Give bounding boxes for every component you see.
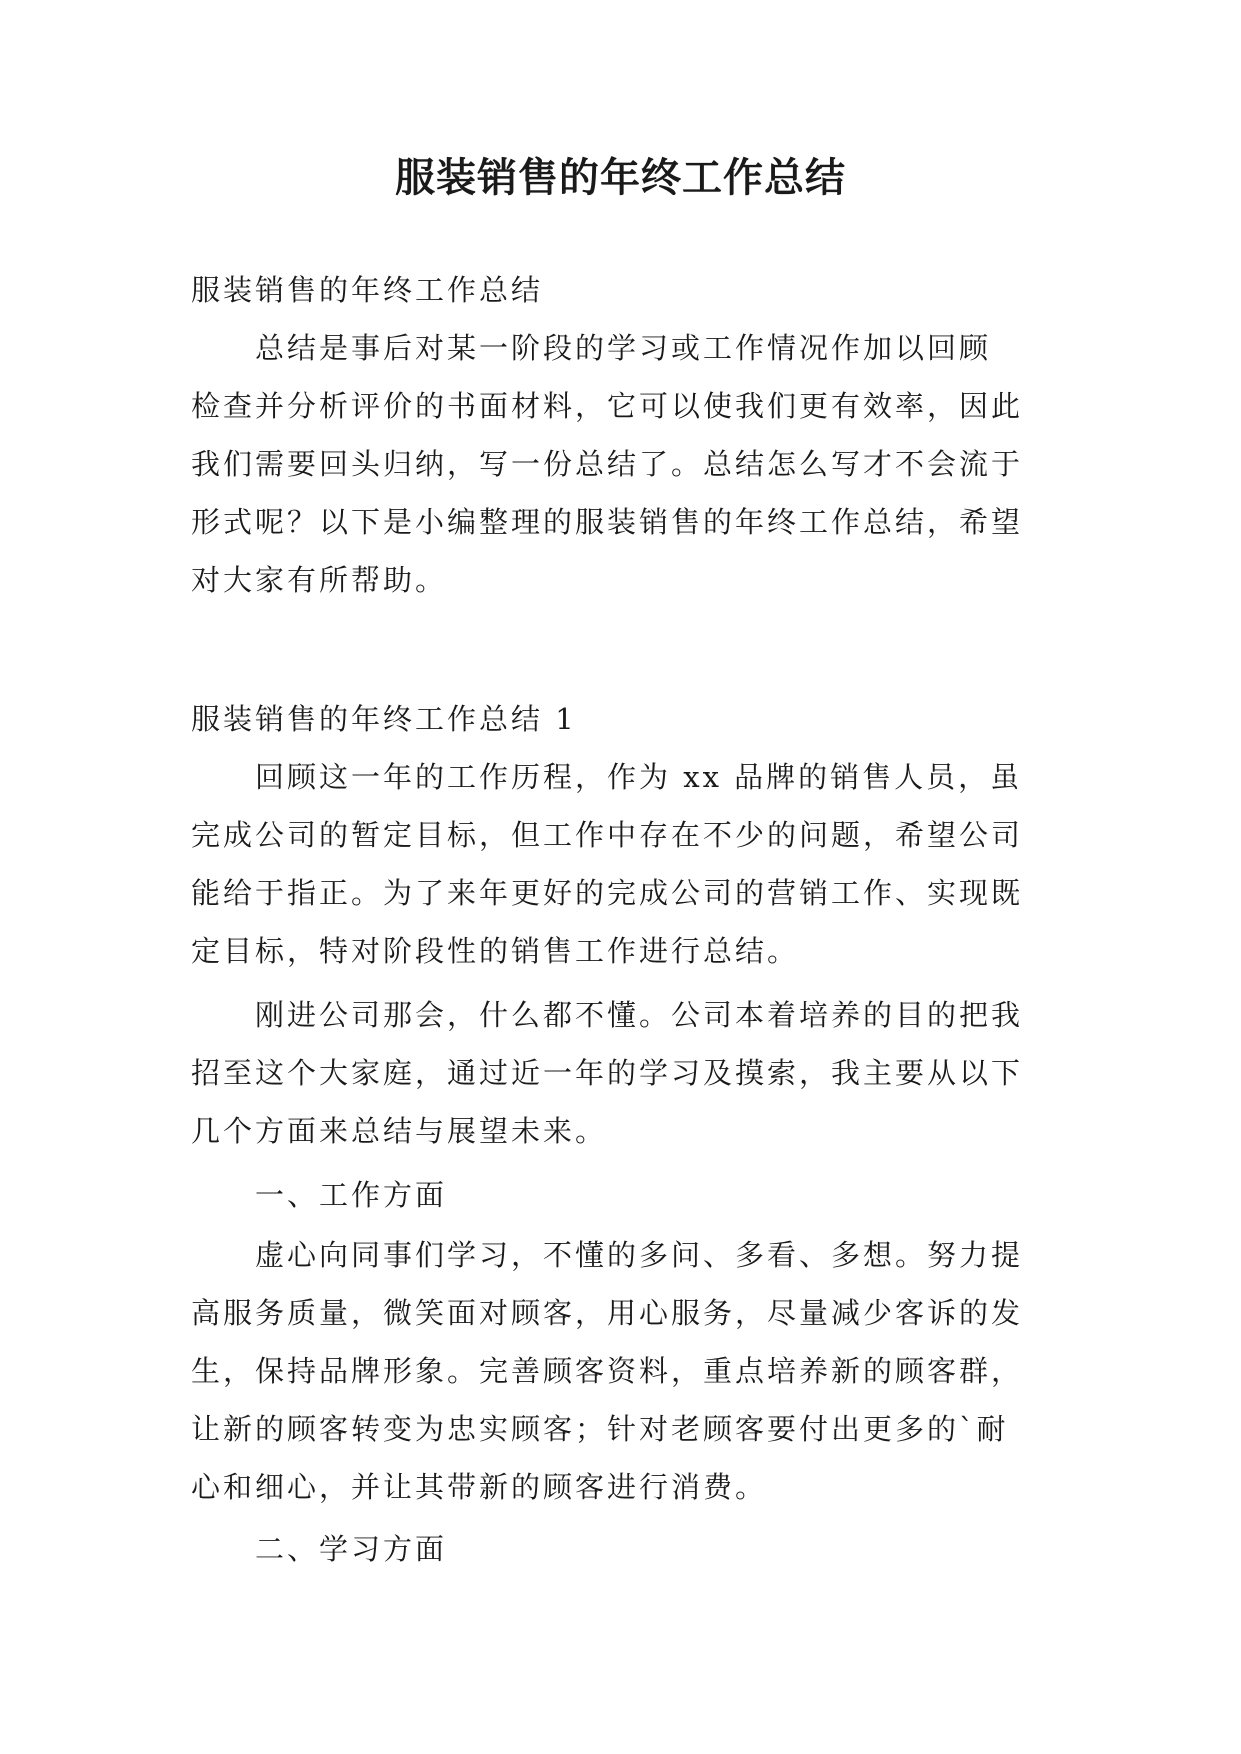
paragraph-line: 完成公司的暂定目标，但工作中存在不少的问题，希望公司: [191, 818, 1024, 852]
paragraph-line: 心和细心，并让其带新的顾客进行消费。: [191, 1470, 768, 1504]
section-heading: [191, 690, 1051, 748]
intro-paragraph: [191, 319, 1051, 609]
paragraph-line: 总结是事后对某一阶段的学习或工作情况作加以回顾: [255, 331, 992, 365]
document-title: 服装销售的年终工作总结: [395, 154, 846, 201]
paragraph-line: 招至这个大家庭，通过近一年的学习及摸索，我主要从以下: [191, 1056, 1024, 1090]
paragraph-line: 刚进公司那会，什么都不懂。公司本着培养的目的把我: [255, 998, 1024, 1032]
paragraph-line: 检查并分析评价的书面材料，它可以使我们更有效率，因此: [191, 389, 1024, 423]
subtitle-line: 服装销售的年终工作总结: [191, 273, 544, 307]
paragraph-review: [191, 748, 1051, 980]
paragraph-line: 对大家有所帮助。: [191, 563, 448, 597]
paragraph-work: [191, 1226, 1051, 1516]
paragraph-line: 几个方面来总结与展望未来。: [191, 1114, 608, 1148]
paragraph-line: 我们需要回头归纳，写一份总结了。总结怎么写才不会流于: [191, 447, 1024, 481]
paragraph-intro-company: [191, 986, 1051, 1160]
paragraph-line: 形式呢？以下是小编整理的服装销售的年终工作总结，希望: [191, 505, 1024, 539]
heading-study: [191, 1520, 1051, 1578]
subheading-line: 一、工作方面: [255, 1178, 448, 1212]
paragraph-line: 让新的顾客转变为忠实顾客；针对老顾客要付出更多的`耐: [191, 1412, 1009, 1446]
heading-work: [191, 1166, 1051, 1224]
document-subtitle: [191, 261, 1051, 319]
paragraph-line: 定目标，特对阶段性的销售工作进行总结。: [191, 934, 800, 968]
paragraph-line: 虚心向同事们学习，不懂的多问、多看、多想。努力提: [255, 1238, 1024, 1272]
paragraph-line: 高服务质量，微笑面对顾客，用心服务，尽量减少客诉的发: [191, 1296, 1024, 1330]
section-heading-line: 服装销售的年终工作总结 1: [191, 702, 577, 736]
subheading-line: 二、学习方面: [255, 1532, 448, 1566]
paragraph-line: 生，保持品牌形象。完善顾客资料，重点培养新的顾客群，: [191, 1354, 1024, 1388]
paragraph-line: 能给于指正。为了来年更好的完成公司的营销工作、实现既: [191, 876, 1024, 910]
paragraph-line: 回顾这一年的工作历程，作为 xx 品牌的销售人员，虽: [255, 760, 1023, 794]
